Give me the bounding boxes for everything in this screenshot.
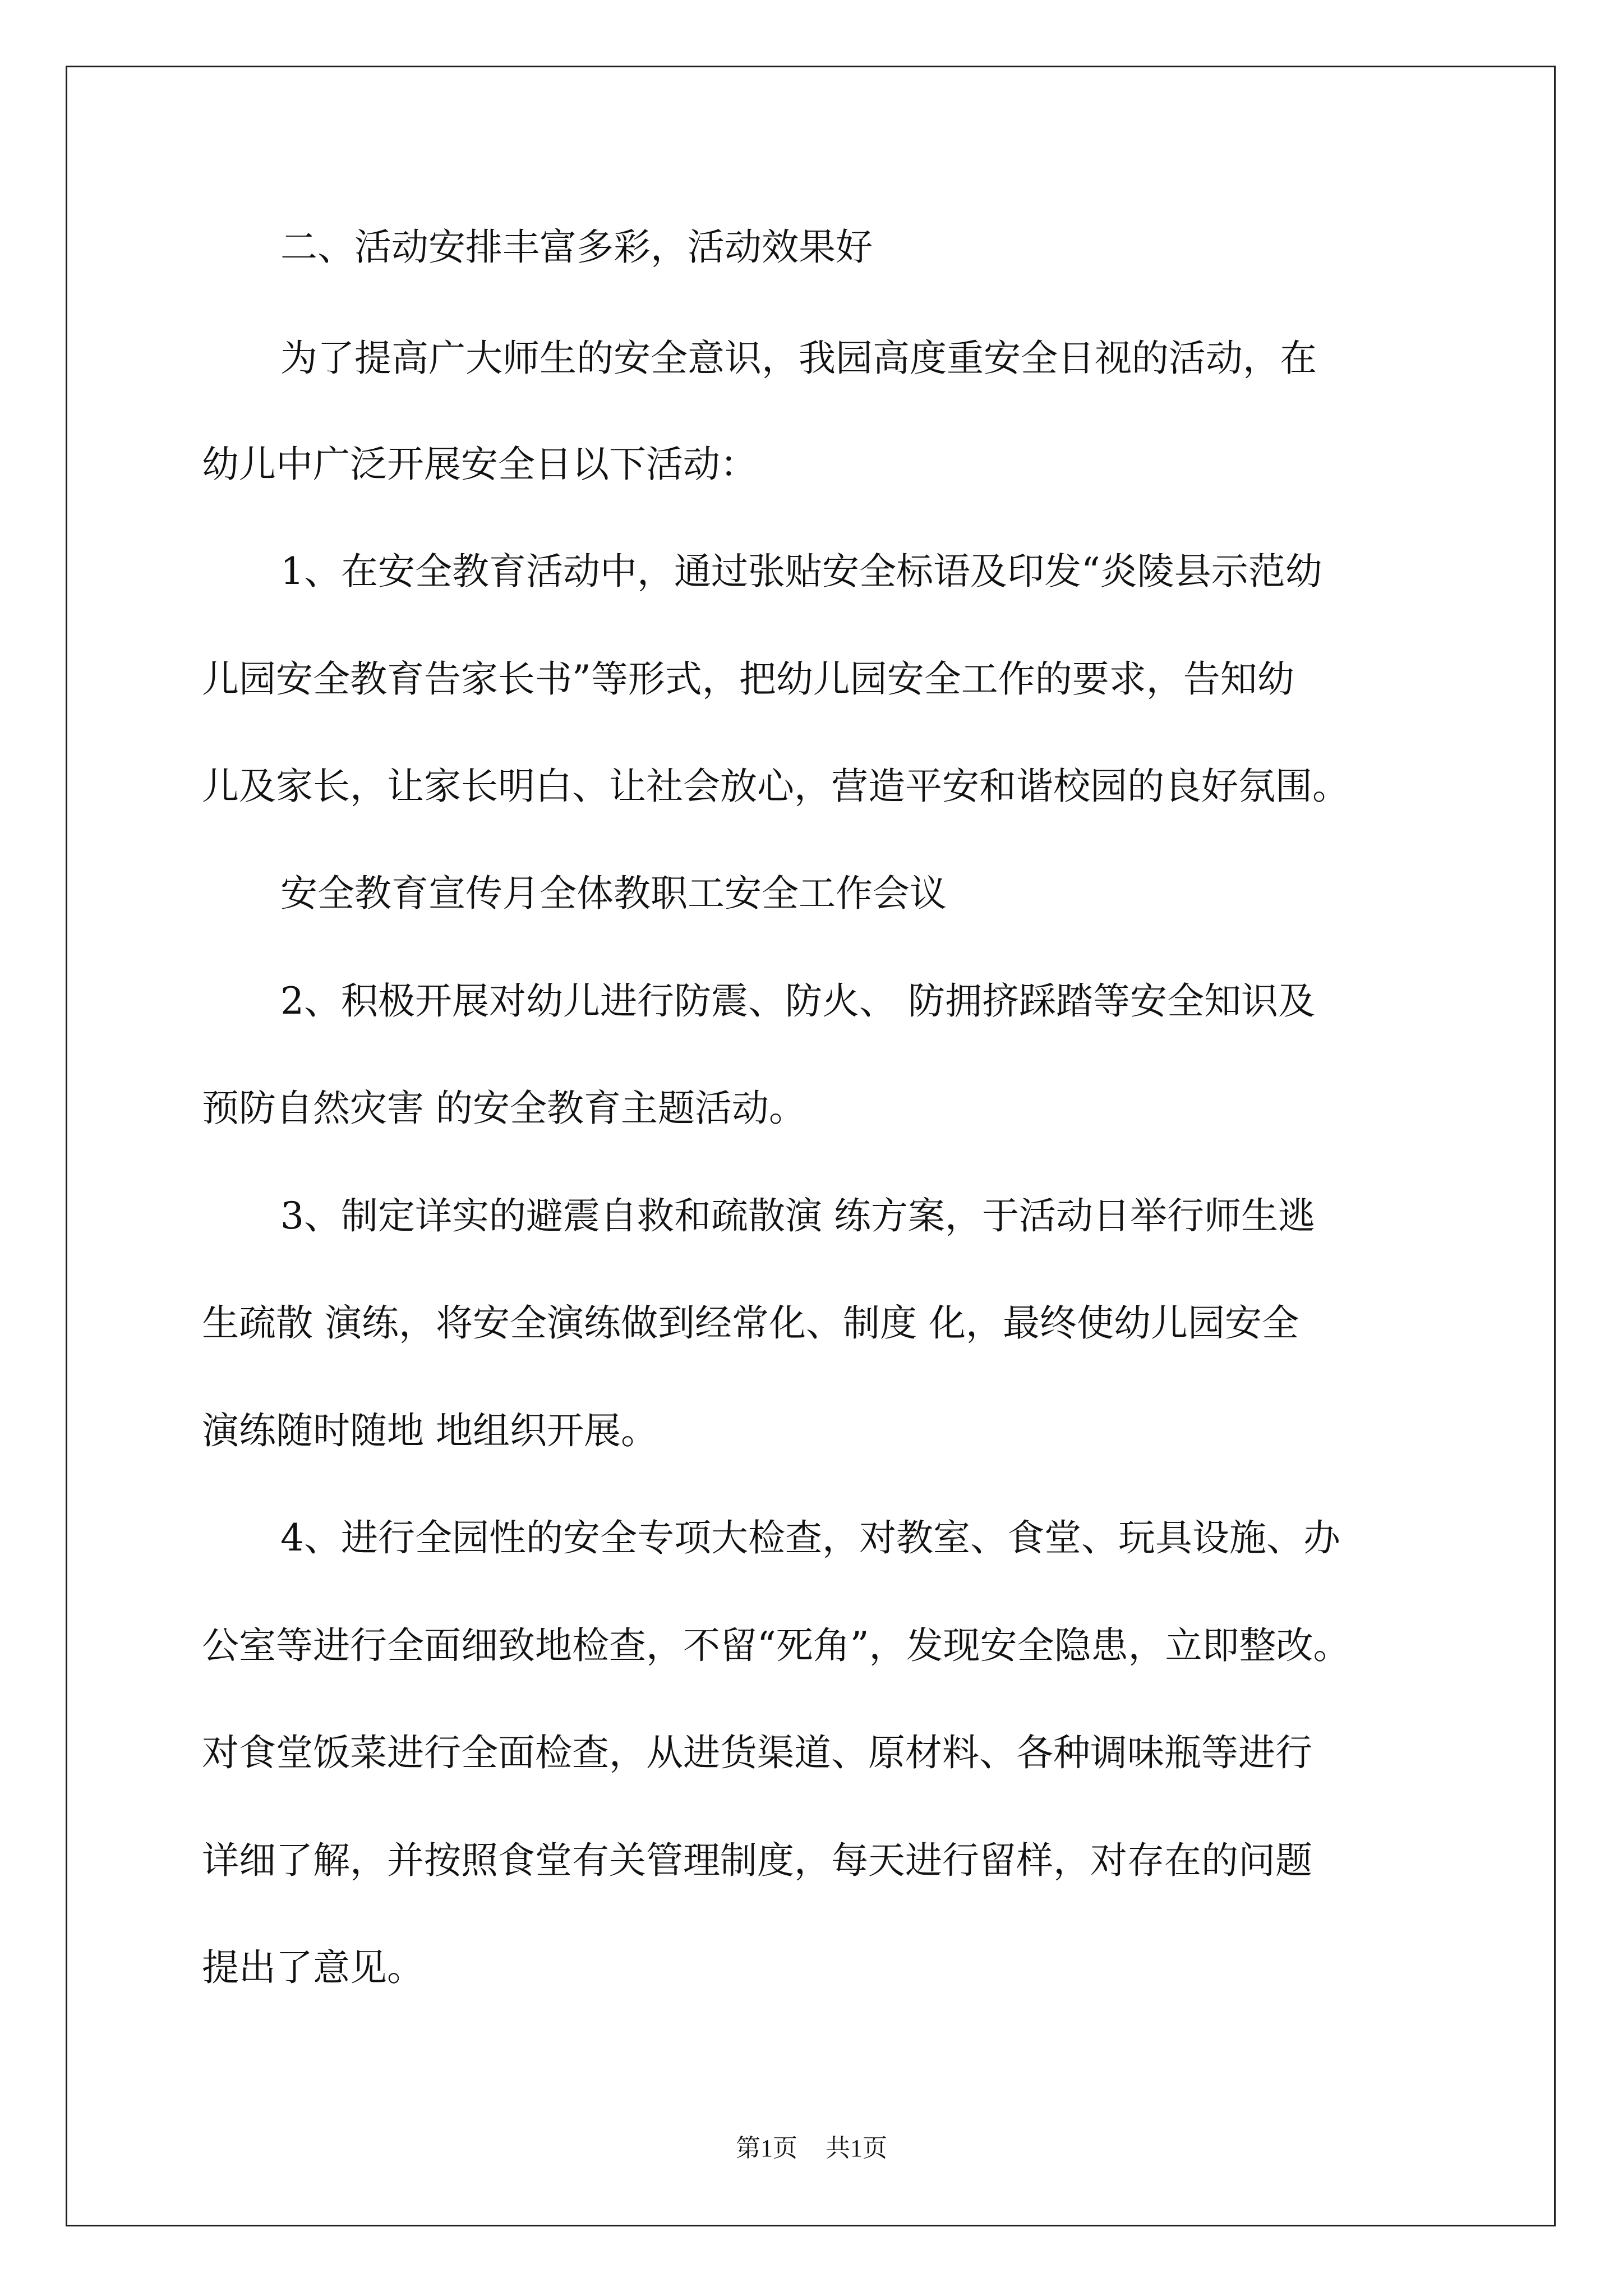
paragraph-line: 2、积极开展对幼儿进行防震、防火、 防拥挤踩踏等安全知识及: [280, 979, 1315, 1023]
paragraph-line: 为了提高广大师生的安全意识，我园高度重安全日视的活动，在: [280, 337, 1317, 380]
paragraph-line: 安全教育宣传月全体教职工安全工作会议: [280, 872, 947, 915]
paragraph-line: 生疏散 演练，将安全演练做到经常化、制度 化，最终使幼儿园安全: [202, 1301, 1299, 1345]
page-number: 第1页: [736, 2134, 797, 2162]
paragraph-line: 演练随时随地 地组织开展。: [202, 1409, 658, 1452]
paragraph-line: 详细了解，并按照食堂有关管理制度，每天进行留样，对存在的问题: [202, 1839, 1312, 1882]
paragraph-line: 预防自然灾害 的安全教育主题活动。: [202, 1087, 806, 1130]
paragraph-line: 1、在安全教育活动中，通过张贴安全标语及印发“炎陵县示范幼: [280, 550, 1322, 593]
paragraph-line: 儿及家长，让家长明白、让社会放心，营造平安和谐校园的良好氛围。: [202, 765, 1349, 808]
section-heading: 二、活动安排丰富多彩，活动效果好: [280, 226, 873, 269]
paragraph-line: 4、进行全园性的安全专项大检查，对教室、食堂、玩具设施、办: [280, 1516, 1340, 1559]
paragraph-line: 幼儿中广泛开展安全日以下活动：: [202, 443, 757, 486]
page-border: [66, 66, 1556, 2226]
page-total: 共1页: [826, 2134, 887, 2162]
page-footer: [0, 2136, 1623, 2161]
paragraph-line: 3、制定详实的避震自救和疏散演 练方案，于活动日举行师生逃: [280, 1194, 1315, 1237]
paragraph-line: 儿园安全教育告家长书”等形式，把幼儿园安全工作的要求，告知幼: [202, 657, 1294, 701]
paragraph-line: 公室等进行全面细致地检查，不留“死角”，发现安全隐患，立即整改。: [202, 1624, 1350, 1667]
paragraph-line: 对食堂饭菜进行全面检查，从进货渠道、原材料、各种调味瓶等进行: [202, 1731, 1312, 1774]
paragraph-line: 提出了意见。: [202, 1946, 424, 1989]
